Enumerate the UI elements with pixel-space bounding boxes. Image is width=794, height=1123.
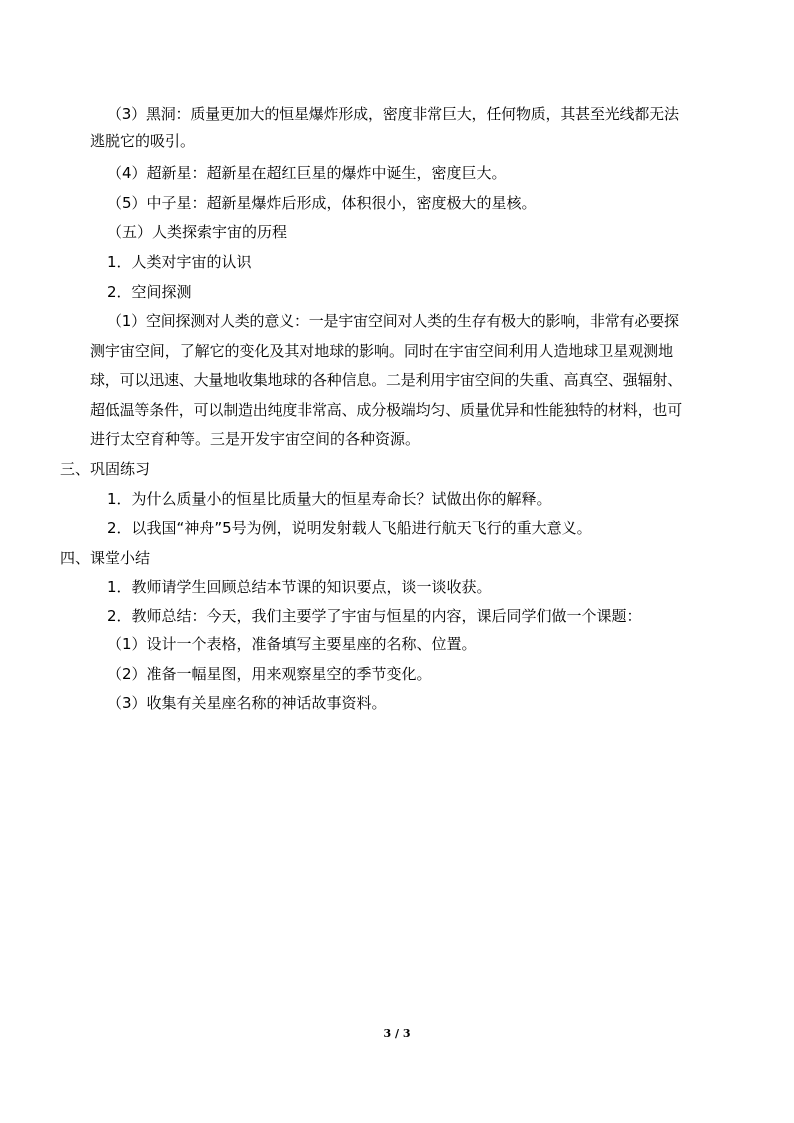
paragraph-line: 逃脱它的吸引。 [90, 132, 196, 150]
exercise-item: 1．为什么质量小的恒星比质量大的恒星寿命长？试做出你的解释。 [107, 490, 552, 508]
summary-subitem: （3）收集有关星座名称的神话故事资料。 [107, 694, 387, 712]
summary-item: 2．教师总结：今天，我们主要学了宇宙与恒星的内容，课后同学们做一个课题： [107, 607, 642, 625]
paragraph-line: 超低温等条件，可以制造出纯度非常高、成分极端均匀、质量优异和性能独特的材料，也可 [90, 401, 683, 419]
paragraph-line: （4）超新星：超新星在超红巨星的爆炸中诞生，密度巨大。 [107, 164, 507, 182]
section-heading: 三、巩固练习 [60, 460, 151, 478]
paragraph-line: 测宇宙空间，了解它的变化及其对地球的影响。同时在宇宙空间利用人造地球卫星观测地 [90, 342, 674, 360]
subsection-heading: 1．人类对宇宙的认识 [107, 253, 252, 271]
summary-item: 1．教师请学生回顾总结本节课的知识要点，谈一谈收获。 [107, 578, 492, 596]
paragraph-line: （1）空间探测对人类的意义：一是宇宙空间对人类的生存有极大的影响，非常有必要探 [107, 312, 679, 330]
paragraph-line: （3）黑洞：质量更加大的恒星爆炸形成，密度非常巨大，任何物质，其甚至光线都无法 [107, 105, 679, 123]
summary-subitem: （1）设计一个表格，准备填写主要星座的名称、位置。 [107, 635, 477, 653]
section-heading: 四、课堂小结 [60, 549, 151, 567]
paragraph-line: 球，可以迅速、大量地收集地球的各种信息。二是利用宇宙空间的失重、高真空、强辐射、 [90, 371, 683, 389]
page-number: 3 / 3 [383, 1027, 411, 1040]
subsection-heading: 2．空间探测 [107, 283, 192, 301]
exercise-item: 2．以我国“神舟”5号为例，说明发射载人飞船进行航天飞行的重大意义。 [107, 519, 592, 537]
summary-subitem: （2）准备一幅星图，用来观察星空的季节变化。 [107, 665, 432, 683]
section-heading: （五）人类探索宇宙的历程 [107, 223, 288, 241]
paragraph-line: （5）中子星：超新星爆炸后形成，体积很小，密度极大的星核。 [107, 194, 537, 212]
paragraph-line: 进行太空育种等。三是开发宇宙空间的各种资源。 [90, 430, 421, 448]
